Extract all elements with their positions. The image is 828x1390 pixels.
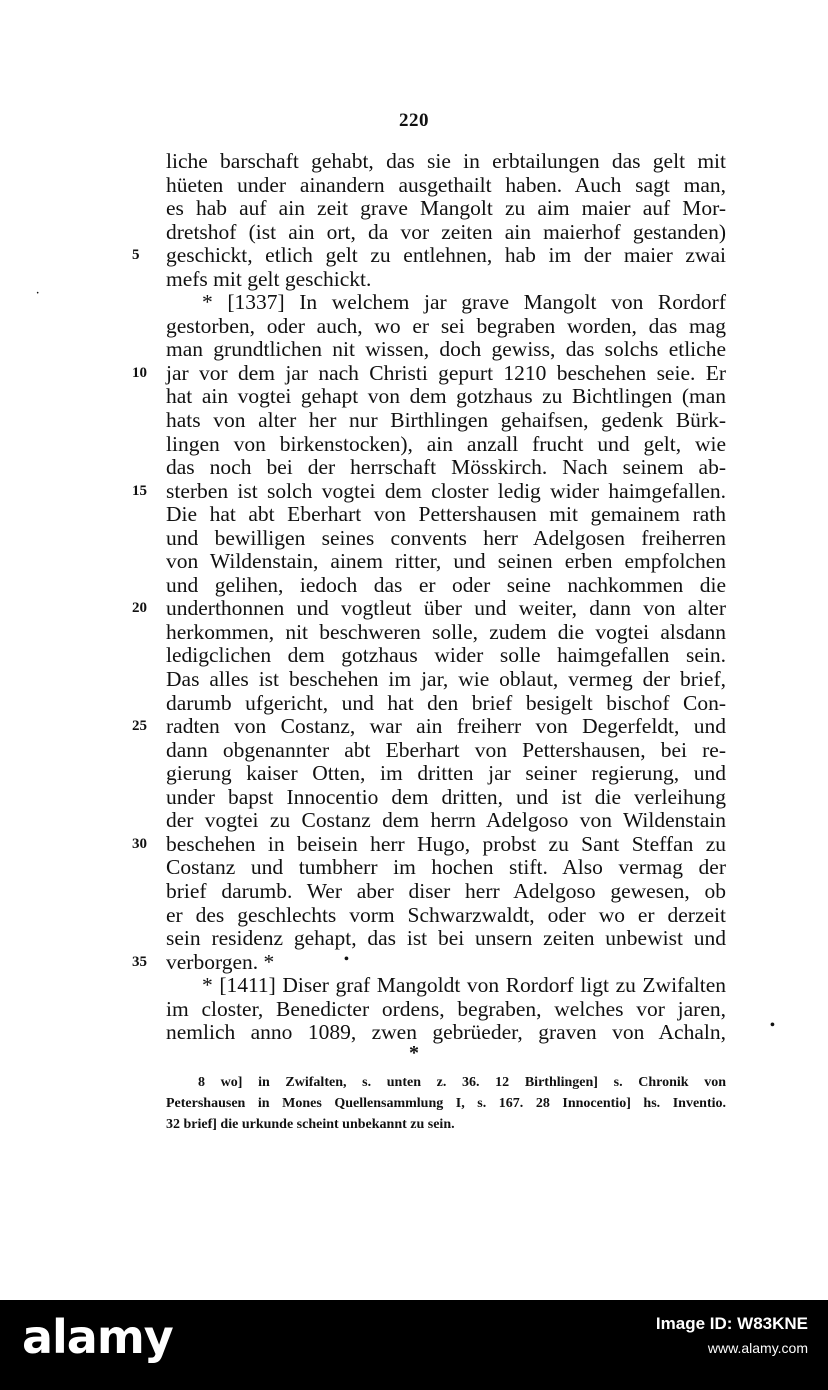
text-line [132, 360, 726, 386]
line-text: der vogtei zu Costanz dem herrn Adelgoso von Wildenstain [166, 808, 726, 833]
brand-logo[interactable]: alamy [22, 1310, 173, 1364]
body-text [132, 149, 726, 1045]
text-line [166, 268, 726, 292]
watermark-footer [0, 1300, 828, 1390]
line-number: 5 [132, 247, 140, 264]
image-id-label: Image ID: W83KNE [655, 1314, 808, 1333]
line-text: er des geschlechts vorm Schwarzwaldt, oder wo er derzeit [166, 902, 726, 927]
line-text: Das alles ist beschehen im jar, wie oblaut, vermeg der brief, [166, 667, 726, 692]
line-text: und bewilligen seines convents herr Adelgosen freiherren [166, 525, 726, 550]
site-url-link[interactable]: www.alamy.com [707, 1340, 808, 1356]
text-line [166, 668, 726, 692]
line-text: hüeten under ainandern ausgethailt haben. Auch sagt man, [166, 172, 726, 197]
text-line [166, 221, 726, 245]
line-number: 25 [132, 718, 147, 735]
text-line [166, 739, 726, 763]
line-number: 10 [132, 364, 147, 381]
text-line [166, 927, 726, 951]
line-text: hat ain vogtei gehapt von dem gotzhaus zu Bichtlingen (man [166, 384, 726, 409]
line-text: sterben ist solch vogtei dem closter ledig wider haimgefallen. [166, 478, 726, 503]
line-text: jar vor dem jar nach Christi gepurt 1210 beschehen seie. Er [166, 360, 726, 385]
text-line [132, 714, 726, 739]
text-line [166, 433, 726, 457]
text-line [166, 503, 726, 527]
line-text: im closter, Benedicter ordens, begraben, welches vor jaren, [166, 996, 726, 1021]
line-text: * [1411] Diser graf Mangoldt von Rordorf ligt zu Zwifalten [202, 973, 726, 998]
text-line [132, 596, 726, 621]
line-text: Costanz und tumbherr im hochen stift. Also vermag der [166, 855, 726, 880]
text-line [166, 880, 726, 904]
text-line [166, 644, 726, 668]
text-line [166, 621, 726, 645]
line-text: dretshof (ist ain ort, da vor zeiten ain maierhof gestanden) [166, 219, 726, 244]
text-line [166, 692, 726, 716]
text-line [166, 550, 726, 574]
text-line [166, 904, 726, 928]
footnote-line: Petershausen in Mones Quellensammlung I, s. 167. 28 Innocentio] hs. Inventio. [166, 1096, 726, 1111]
line-text: mefs mit gelt geschickt. [166, 266, 372, 291]
line-text: dann obgenannter abt Eberhart von Pettershausen, bei re- [166, 737, 726, 762]
text-line [166, 786, 726, 810]
line-text: gestorben, oder auch, wo er sei begraben worden, das mag [166, 313, 726, 338]
text-line [132, 949, 726, 975]
text-line [166, 856, 726, 880]
stray-dot: • [344, 952, 349, 967]
footnotes [166, 1072, 726, 1135]
text-line [132, 831, 726, 857]
stray-dot: · [36, 288, 40, 299]
text-line [166, 338, 726, 362]
line-text: hats von alter her nur Birthlingen gehaifsen, gedenk Bürk- [166, 408, 726, 433]
line-text: darumb ufgericht, und hat den brief besigelt bischof Con- [166, 690, 726, 715]
text-line [166, 174, 726, 198]
line-text: es hab auf ain zeit grave Mangolt zu aim maier auf Mor- [166, 196, 726, 221]
text-line [166, 315, 726, 339]
line-text: und gelihen, iedoch das er oder seine nachkommen die [166, 572, 726, 597]
text-line [166, 974, 726, 998]
text-line [166, 409, 726, 433]
line-text: under bapst Innocentio dem dritten, und ist die verleihung [166, 784, 726, 809]
text-line [166, 574, 726, 598]
footnote-line: 8 wo] in Zwifalten, s. unten z. 36. 12 Birthlingen] s. Chronik von [198, 1075, 726, 1090]
text-line [166, 527, 726, 551]
page-number: 220 [399, 110, 429, 131]
line-text: beschehen in beisein herr Hugo, probst zu Sant Steffan zu [166, 831, 726, 856]
line-text: underthonnen und vogtleut über und weiter, dann von alter [166, 596, 726, 621]
line-text: * [1337] In welchem jar grave Mangolt von Rordorf [202, 290, 726, 315]
line-text: von Wildenstain, ainem ritter, und seinen erben empfolchen [166, 549, 726, 574]
section-separator: * [409, 1042, 419, 1064]
text-line [166, 197, 726, 221]
line-text: liche barschaft gehabt, das sie in erbtailungen das gelt mit [166, 149, 726, 173]
line-text: verborgen. * [166, 949, 275, 974]
line-text: sein residenz gehapt, das ist bei unsern zeiten unbewist und [166, 926, 726, 951]
line-number: 30 [132, 835, 147, 852]
text-line [166, 150, 726, 174]
text-line [132, 243, 726, 268]
text-line [132, 478, 726, 504]
line-text: nemlich anno 1089, zwen gebrüeder, graven von Achaln, [166, 1020, 726, 1045]
line-number: 20 [132, 600, 147, 617]
text-line [166, 291, 726, 315]
line-text: brief darumb. Wer aber diser herr Adelgoso gewesen, ob [166, 878, 726, 903]
line-number: 15 [132, 482, 147, 499]
line-text: man grundtlichen nit wissen, doch gewiss, das solchs etliche [166, 337, 726, 362]
text-line [166, 809, 726, 833]
text-line [166, 998, 726, 1022]
line-text: radten von Costanz, war ain freiherr von Degerfeldt, und [166, 714, 726, 739]
line-number: 35 [132, 953, 147, 970]
line-text: das noch bei der herrschaft Mösskirch. Nach seinem ab- [166, 455, 726, 480]
line-text: lingen von birkenstocken), ain anzall frucht und gelt, wie [166, 431, 726, 456]
stray-dot: • [770, 1018, 775, 1033]
line-text: herkommen, nit beschweren solle, zudem die vogtei alsdann [166, 619, 726, 644]
text-line [166, 385, 726, 409]
text-line [166, 762, 726, 786]
line-text: gierung kaiser Otten, im dritten jar seiner regierung, und [166, 761, 726, 786]
line-text: ledigclichen dem gotzhaus wider solle haimgefallen sein. [166, 643, 726, 668]
text-line [166, 456, 726, 480]
line-text: Die hat abt Eberhart von Pettershausen mit gemainem rath [166, 502, 726, 527]
line-text: geschickt, etlich gelt zu entlehnen, hab im der maier zwai [166, 243, 726, 268]
footnote-line: 32 brief] die urkunde scheint unbekannt zu sein. [166, 1117, 455, 1132]
